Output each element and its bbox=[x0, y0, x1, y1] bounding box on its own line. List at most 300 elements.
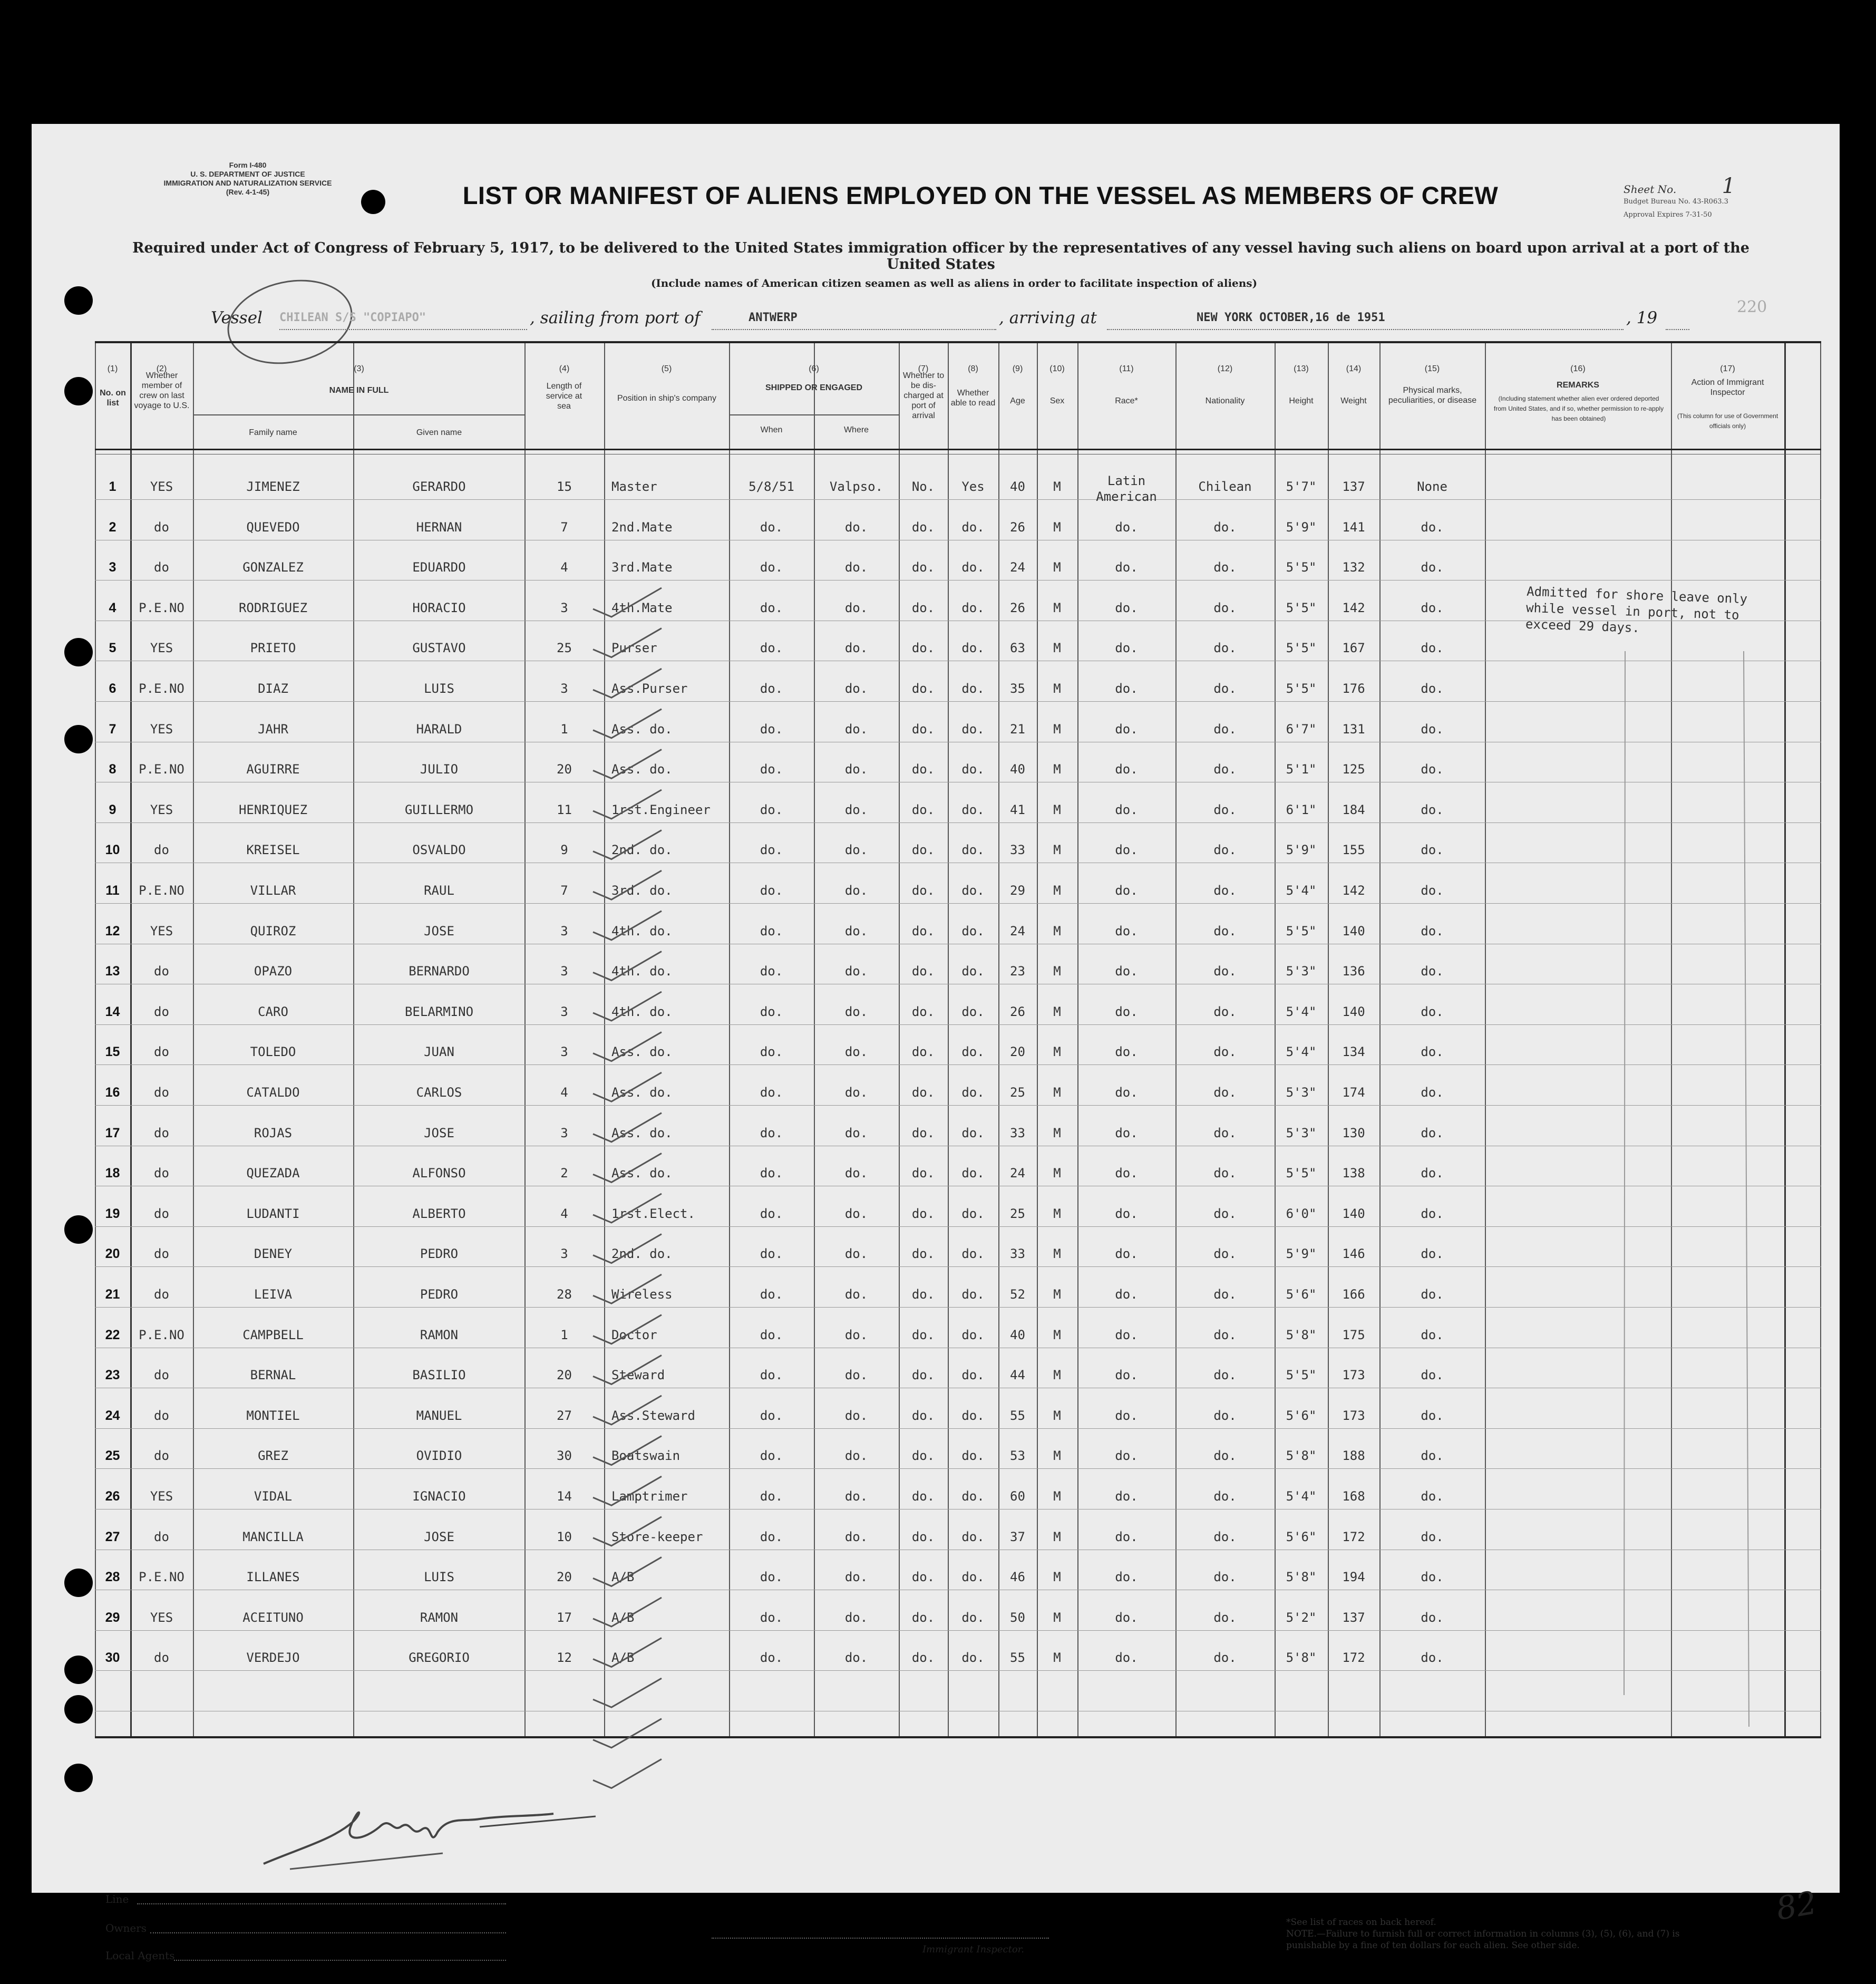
cell-position: 4th. do. bbox=[611, 923, 673, 938]
crew-row bbox=[95, 1044, 1821, 1085]
cell-family: BERNAL bbox=[250, 1368, 296, 1383]
cell-read: do. bbox=[961, 1085, 985, 1100]
checkmark-column bbox=[582, 580, 720, 1803]
cell-position: Ass.Steward bbox=[611, 1408, 695, 1423]
cell-nat: do. bbox=[1213, 721, 1237, 737]
cell-weight: 184 bbox=[1342, 802, 1365, 817]
cell-sex: M bbox=[1053, 641, 1061, 656]
cell-prev: YES bbox=[150, 721, 173, 737]
cell-where: do. bbox=[844, 762, 868, 777]
cell-age: 53 bbox=[1010, 1448, 1025, 1464]
cell-when: do. bbox=[760, 1448, 783, 1464]
cell-where: do. bbox=[844, 1529, 868, 1544]
col-8-number: (8) bbox=[968, 364, 978, 373]
cell-n: 5 bbox=[109, 641, 116, 656]
cell-race: do. bbox=[1115, 681, 1138, 696]
cell-given: JOSE bbox=[424, 1125, 454, 1140]
crew-row bbox=[95, 1448, 1821, 1488]
cell-disch: do. bbox=[911, 1246, 935, 1262]
cell-given: HERNAN bbox=[416, 519, 462, 535]
cell-marks: do. bbox=[1421, 1166, 1444, 1181]
cell-when: do. bbox=[760, 1206, 783, 1221]
cell-disch: do. bbox=[911, 964, 935, 979]
budget-info bbox=[1624, 195, 1728, 221]
col-6a-header: When bbox=[760, 425, 783, 434]
cell-given: HORACIO bbox=[412, 600, 466, 615]
cell-marks: do. bbox=[1421, 802, 1444, 817]
cell-read: do. bbox=[961, 1368, 985, 1383]
cell-family: HENRIQUEZ bbox=[238, 802, 308, 817]
cell-when: do. bbox=[760, 1287, 783, 1302]
cell-marks: None bbox=[1417, 479, 1447, 494]
cell-prev: P.E.NO bbox=[139, 1327, 184, 1342]
cell-when: do. bbox=[760, 1610, 783, 1625]
cell-marks: do. bbox=[1421, 1085, 1444, 1100]
cell-read: do. bbox=[961, 1287, 985, 1302]
col-11-number: (11) bbox=[1119, 364, 1134, 373]
cell-age: 26 bbox=[1010, 600, 1025, 615]
cell-read: do. bbox=[961, 721, 985, 737]
punch-hole bbox=[64, 725, 93, 753]
cell-prev: do bbox=[154, 964, 169, 979]
col-9-number: (9) bbox=[1012, 364, 1023, 373]
cell-n: 23 bbox=[105, 1368, 120, 1383]
cell-position: Lamptrimer bbox=[611, 1489, 688, 1504]
cell-when: do. bbox=[760, 1489, 783, 1504]
cell-weight: 130 bbox=[1342, 1125, 1365, 1140]
cell-sex: M bbox=[1053, 1287, 1061, 1302]
cell-family: MONTIEL bbox=[246, 1408, 300, 1423]
cell-marks: do. bbox=[1421, 560, 1444, 575]
cell-height: 5'4" bbox=[1286, 1489, 1317, 1504]
cell-n: 16 bbox=[105, 1085, 120, 1100]
penalty-note: NOTE.—Failure to furnish full or correct information in columns (3), (5), (6), and (7) is punishable by a fine of ten dollars for each alien. See other side. bbox=[1286, 1929, 1680, 1951]
cell-nat: do. bbox=[1213, 964, 1237, 979]
crew-row bbox=[95, 1650, 1821, 1690]
cell-race: do. bbox=[1115, 519, 1138, 535]
cell-position: 2nd. do. bbox=[611, 843, 673, 858]
cell-race: do. bbox=[1115, 1570, 1138, 1585]
year-field bbox=[1666, 311, 1689, 330]
cell-prev: P.E.NO bbox=[139, 1570, 184, 1585]
cell-weight: 173 bbox=[1342, 1408, 1365, 1423]
cell-position: 3rd. do. bbox=[611, 883, 673, 898]
cell-family: VIDAL bbox=[254, 1489, 293, 1504]
cell-service: 3 bbox=[560, 1246, 568, 1262]
col-8-header: Whether able to read bbox=[950, 389, 996, 408]
cell-age: 29 bbox=[1010, 883, 1025, 898]
punch-hole bbox=[64, 1656, 93, 1684]
cell-position: Ass. do. bbox=[611, 1125, 673, 1140]
crew-table bbox=[95, 341, 1821, 1738]
cell-where: do. bbox=[844, 1327, 868, 1342]
cell-family: QUEZADA bbox=[246, 1166, 300, 1181]
punch-hole bbox=[64, 1695, 93, 1724]
cell-age: 52 bbox=[1010, 1287, 1025, 1302]
col-1-header: No. on list bbox=[100, 389, 126, 408]
cell-when: do. bbox=[760, 1408, 783, 1423]
cell-height: 5'2" bbox=[1286, 1610, 1317, 1625]
cell-service: 17 bbox=[557, 1610, 572, 1625]
cell-age: 37 bbox=[1010, 1529, 1025, 1544]
cell-prev: P.E.NO bbox=[139, 883, 184, 898]
cell-nat: do. bbox=[1213, 519, 1237, 535]
cell-disch: do. bbox=[911, 519, 935, 535]
cell-prev: do bbox=[154, 1206, 169, 1221]
cell-when: do. bbox=[760, 1529, 783, 1544]
crew-row bbox=[95, 1206, 1821, 1246]
cell-service: 4 bbox=[560, 1206, 568, 1221]
cell-race: do. bbox=[1115, 1206, 1138, 1221]
crew-row bbox=[95, 1287, 1821, 1327]
cell-family: MANCILLA bbox=[242, 1529, 304, 1544]
cell-where: do. bbox=[844, 1044, 868, 1060]
cell-read: do. bbox=[961, 1246, 985, 1262]
cell-marks: do. bbox=[1421, 883, 1444, 898]
cell-given: OSVALDO bbox=[412, 843, 466, 858]
cell-read: do. bbox=[961, 641, 985, 656]
cell-prev: YES bbox=[150, 923, 173, 938]
cell-sex: M bbox=[1053, 1570, 1061, 1585]
immigrant-inspector-label: Immigrant Inspector. bbox=[922, 1944, 1025, 1955]
cell-sex: M bbox=[1053, 560, 1061, 575]
cell-race: do. bbox=[1115, 843, 1138, 858]
cell-n: 20 bbox=[105, 1246, 120, 1262]
cell-sex: M bbox=[1053, 1529, 1061, 1544]
cell-prev: do bbox=[154, 1166, 169, 1181]
cell-position: 4th.Mate bbox=[611, 600, 673, 615]
cell-read: do. bbox=[961, 1004, 985, 1019]
cell-position: Boatswain bbox=[611, 1448, 681, 1464]
cell-prev: do bbox=[154, 560, 169, 575]
cell-race: do. bbox=[1115, 1610, 1138, 1625]
cell-n: 13 bbox=[105, 964, 120, 979]
cell-given: IGNACIO bbox=[412, 1489, 466, 1504]
cell-family: TOLEDO bbox=[250, 1044, 296, 1060]
crew-row bbox=[95, 843, 1821, 883]
cell-marks: do. bbox=[1421, 1368, 1444, 1383]
cell-given: LUIS bbox=[424, 681, 454, 696]
col-2-number: (2) bbox=[156, 364, 167, 373]
form-number: Form I-480 bbox=[229, 161, 267, 169]
cell-age: 23 bbox=[1010, 964, 1025, 979]
cell-weight: 141 bbox=[1342, 519, 1365, 535]
cell-race: do. bbox=[1115, 641, 1138, 656]
include-statement: (Include names of American citizen seamen as well as aliens in order to facilitate inspection of aliens) bbox=[650, 277, 1258, 289]
col-16-header: REMARKS bbox=[1557, 381, 1599, 390]
cell-sex: M bbox=[1053, 1125, 1061, 1140]
cell-position: 2nd. do. bbox=[611, 1246, 673, 1262]
cell-marks: do. bbox=[1421, 1448, 1444, 1464]
cell-service: 1 bbox=[560, 1327, 568, 1342]
cell-read: do. bbox=[961, 1206, 985, 1221]
cell-age: 25 bbox=[1010, 1085, 1025, 1100]
cell-sex: M bbox=[1053, 843, 1061, 858]
col-5-number: (5) bbox=[661, 364, 672, 373]
cell-service: 20 bbox=[557, 762, 572, 777]
cell-nat: do. bbox=[1213, 641, 1237, 656]
cell-weight: 140 bbox=[1342, 923, 1365, 938]
col-9-header: Age bbox=[1010, 396, 1025, 405]
cell-position: 3rd.Mate bbox=[611, 560, 673, 575]
crew-row bbox=[95, 641, 1821, 681]
cell-sex: M bbox=[1053, 1206, 1061, 1221]
cell-n: 21 bbox=[105, 1287, 120, 1302]
signature-scrawl bbox=[258, 1790, 627, 1880]
cell-height: 5'3" bbox=[1286, 1085, 1317, 1100]
cell-weight: 134 bbox=[1342, 1044, 1365, 1060]
inspector-ditto-line bbox=[1739, 651, 1761, 1732]
cell-nat: do. bbox=[1213, 560, 1237, 575]
remarks-note: (Including statement whether alien ever ordered deported from United States, and if so, whether permission to re-apply has been obtained) bbox=[1493, 395, 1664, 422]
cell-position: A/B bbox=[611, 1610, 635, 1625]
cell-weight: 188 bbox=[1342, 1448, 1365, 1464]
cell-family: CATALDO bbox=[246, 1085, 300, 1100]
cell-read: do. bbox=[961, 1408, 985, 1423]
cell-race: do. bbox=[1115, 560, 1138, 575]
cell-age: 40 bbox=[1010, 1327, 1025, 1342]
vessel-name-field: CHILEAN S/S "COPIAPO" bbox=[279, 311, 527, 330]
cell-height: 5'6" bbox=[1286, 1287, 1317, 1302]
cell-when: do. bbox=[760, 1044, 783, 1060]
cell-where: Valpso. bbox=[829, 479, 883, 494]
cell-race: do. bbox=[1115, 762, 1138, 777]
col-7-header: Whether to be dis-charged at port of arrival bbox=[902, 371, 945, 420]
cell-read: do. bbox=[961, 964, 985, 979]
crew-row bbox=[95, 1328, 1821, 1368]
cell-n: 9 bbox=[109, 802, 116, 817]
cell-given: JOSE bbox=[424, 1529, 454, 1544]
cell-sex: M bbox=[1053, 1489, 1061, 1504]
cell-race: do. bbox=[1115, 1448, 1138, 1464]
col-17-number: (17) bbox=[1720, 364, 1735, 373]
cell-weight: 176 bbox=[1342, 681, 1365, 696]
cell-weight: 131 bbox=[1342, 721, 1365, 737]
cell-family: RODRIGUEZ bbox=[238, 600, 308, 615]
cell-where: do. bbox=[844, 1650, 868, 1666]
cell-height: 5'9" bbox=[1286, 1246, 1317, 1262]
cell-where: do. bbox=[844, 923, 868, 938]
cell-height: 5'5" bbox=[1286, 1166, 1317, 1181]
cell-where: do. bbox=[844, 641, 868, 656]
cell-height: 5'5" bbox=[1286, 923, 1317, 938]
cell-given: EDUARDO bbox=[412, 560, 466, 575]
punch-hole bbox=[64, 377, 93, 405]
cell-service: 7 bbox=[560, 883, 568, 898]
cell-n: 7 bbox=[109, 721, 116, 737]
cell-read: do. bbox=[961, 519, 985, 535]
cell-disch: do. bbox=[911, 1368, 935, 1383]
cell-marks: do. bbox=[1421, 721, 1444, 737]
cell-age: 26 bbox=[1010, 1004, 1025, 1019]
cell-given: GUILLERMO bbox=[404, 802, 474, 817]
cell-service: 7 bbox=[560, 519, 568, 535]
crew-row bbox=[95, 883, 1821, 923]
cell-position: Ass. do. bbox=[611, 762, 673, 777]
crew-row bbox=[95, 802, 1821, 843]
cell-disch: do. bbox=[911, 1570, 935, 1585]
cell-service: 3 bbox=[560, 681, 568, 696]
cell-height: 5'4" bbox=[1286, 1044, 1317, 1060]
cell-sex: M bbox=[1053, 1044, 1061, 1060]
cell-nat: do. bbox=[1213, 843, 1237, 858]
cell-marks: do. bbox=[1421, 641, 1444, 656]
cell-given: RAUL bbox=[424, 883, 454, 898]
cell-n: 17 bbox=[105, 1125, 120, 1140]
cell-nat: do. bbox=[1213, 923, 1237, 938]
cell-n: 14 bbox=[105, 1004, 120, 1019]
cell-disch: do. bbox=[911, 1166, 935, 1181]
sheet-no-value: 1 bbox=[1722, 174, 1736, 198]
vessel-label: Vessel bbox=[211, 308, 263, 327]
local-agents-label: Local Agents bbox=[105, 1949, 175, 1962]
cell-age: 55 bbox=[1010, 1408, 1025, 1423]
cell-race: do. bbox=[1115, 883, 1138, 898]
cell-age: 41 bbox=[1010, 802, 1025, 817]
cell-position: Doctor bbox=[611, 1327, 657, 1342]
cell-where: do. bbox=[844, 1085, 868, 1100]
cell-n: 19 bbox=[105, 1206, 120, 1221]
cell-nat: do. bbox=[1213, 1327, 1237, 1342]
cell-prev: do bbox=[154, 1246, 169, 1262]
cell-family: LEIVA bbox=[254, 1287, 293, 1302]
cell-where: do. bbox=[844, 560, 868, 575]
cell-when: do. bbox=[760, 1327, 783, 1342]
cell-age: 33 bbox=[1010, 1125, 1025, 1140]
cell-when: do. bbox=[760, 560, 783, 575]
cell-disch: do. bbox=[911, 560, 935, 575]
cell-where: do. bbox=[844, 1408, 868, 1423]
inspector-note: (This column for use of Government officials only) bbox=[1677, 412, 1778, 430]
remarks-ditto-line bbox=[1621, 651, 1642, 1695]
cell-marks: do. bbox=[1421, 1327, 1444, 1342]
cell-position: A/B bbox=[611, 1650, 635, 1666]
cell-nat: do. bbox=[1213, 600, 1237, 615]
cell-weight: 166 bbox=[1342, 1287, 1365, 1302]
cell-marks: do. bbox=[1421, 1287, 1444, 1302]
cell-disch: do. bbox=[911, 1085, 935, 1100]
cell-age: 40 bbox=[1010, 762, 1025, 777]
races-note: *See list of races on back hereof. bbox=[1286, 1917, 1436, 1928]
arriving-label: , arriving at bbox=[999, 308, 1097, 327]
cell-age: 21 bbox=[1010, 721, 1025, 737]
cell-read: do. bbox=[961, 1166, 985, 1181]
cell-where: do. bbox=[844, 802, 868, 817]
cell-n: 18 bbox=[105, 1166, 120, 1181]
cell-marks: do. bbox=[1421, 923, 1444, 938]
cell-prev: do bbox=[154, 1287, 169, 1302]
cell-disch: do. bbox=[911, 883, 935, 898]
crew-row bbox=[95, 1489, 1821, 1529]
punch-hole bbox=[64, 1215, 93, 1244]
cell-given: GERARDO bbox=[412, 479, 466, 494]
col-1-number: (1) bbox=[107, 364, 118, 373]
cell-sex: M bbox=[1053, 1004, 1061, 1019]
cell-prev: P.E.NO bbox=[139, 762, 184, 777]
cell-marks: do. bbox=[1421, 1125, 1444, 1140]
cell-where: do. bbox=[844, 519, 868, 535]
col-15-number: (15) bbox=[1424, 364, 1440, 373]
cell-when: do. bbox=[760, 923, 783, 938]
col-12-header: Nationality bbox=[1205, 396, 1245, 405]
cell-age: 35 bbox=[1010, 681, 1025, 696]
cell-height: 5'5" bbox=[1286, 681, 1317, 696]
cell-nat: do. bbox=[1213, 1125, 1237, 1140]
cell-nat: do. bbox=[1213, 681, 1237, 696]
cell-weight: 167 bbox=[1342, 641, 1365, 656]
cell-family: PRIETO bbox=[250, 641, 296, 656]
crew-row bbox=[95, 473, 1821, 519]
cell-position: Ass. do. bbox=[611, 1166, 673, 1181]
cell-given: OVIDIO bbox=[416, 1448, 462, 1464]
col-16-note bbox=[1492, 393, 1666, 423]
cell-prev: do bbox=[154, 1408, 169, 1423]
department: U. S. DEPARTMENT OF JUSTICE bbox=[190, 170, 305, 178]
cell-service: 4 bbox=[560, 1085, 568, 1100]
cell-sex: M bbox=[1053, 600, 1061, 615]
cell-weight: 155 bbox=[1342, 843, 1365, 858]
cell-prev: do bbox=[154, 1448, 169, 1464]
cell-sex: M bbox=[1053, 1166, 1061, 1181]
cell-family: KREISEL bbox=[246, 843, 300, 858]
cell-disch: do. bbox=[911, 1448, 935, 1464]
cell-sex: M bbox=[1053, 762, 1061, 777]
cell-prev: do bbox=[154, 1368, 169, 1383]
cell-read: do. bbox=[961, 1650, 985, 1666]
cell-service: 3 bbox=[560, 1004, 568, 1019]
cell-marks: do. bbox=[1421, 600, 1444, 615]
col-12-number: (12) bbox=[1217, 364, 1233, 373]
cell-prev: do bbox=[154, 1004, 169, 1019]
punch-hole bbox=[64, 1569, 93, 1597]
cell-position: A/B bbox=[611, 1570, 635, 1585]
cell-n: 29 bbox=[105, 1610, 120, 1625]
col-3-number: (3) bbox=[354, 364, 364, 373]
cell-height: 5'8" bbox=[1286, 1570, 1317, 1585]
cell-disch: do. bbox=[911, 1489, 935, 1504]
cell-given: JOSE bbox=[424, 923, 454, 938]
remarks-note-text: Admitted for shore leave only while vessel in port, not to exceed 29 days. bbox=[1525, 584, 1748, 636]
year-label: , 19 bbox=[1626, 308, 1658, 327]
cell-position: 2nd.Mate bbox=[611, 519, 673, 535]
cell-age: 26 bbox=[1010, 519, 1025, 535]
cell-read: do. bbox=[961, 1529, 985, 1544]
cell-read: do. bbox=[961, 1570, 985, 1585]
cell-height: 5'6" bbox=[1286, 1408, 1317, 1423]
cell-read: do. bbox=[961, 1448, 985, 1464]
cell-nat: do. bbox=[1213, 1044, 1237, 1060]
cell-service: 1 bbox=[560, 721, 568, 737]
line-field bbox=[137, 1903, 506, 1904]
cell-given: GREGORIO bbox=[409, 1650, 470, 1666]
cell-n: 4 bbox=[109, 600, 116, 615]
cell-prev: YES bbox=[150, 1610, 173, 1625]
crew-row bbox=[95, 1126, 1821, 1166]
cell-nat: do. bbox=[1213, 1206, 1237, 1221]
cell-when: do. bbox=[760, 1004, 783, 1019]
cell-service: 15 bbox=[557, 479, 572, 494]
cell-disch: do. bbox=[911, 1610, 935, 1625]
cell-position: Ass. do. bbox=[611, 721, 673, 737]
cell-weight: 168 bbox=[1342, 1489, 1365, 1504]
cell-race: do. bbox=[1115, 1287, 1138, 1302]
cell-race: do. bbox=[1115, 1327, 1138, 1342]
cell-weight: 137 bbox=[1342, 1610, 1365, 1625]
cell-nat: do. bbox=[1213, 1529, 1237, 1544]
cell-height: 5'8" bbox=[1286, 1650, 1317, 1666]
col-13-number: (13) bbox=[1294, 364, 1309, 373]
cell-family: LUDANTI bbox=[246, 1206, 300, 1221]
